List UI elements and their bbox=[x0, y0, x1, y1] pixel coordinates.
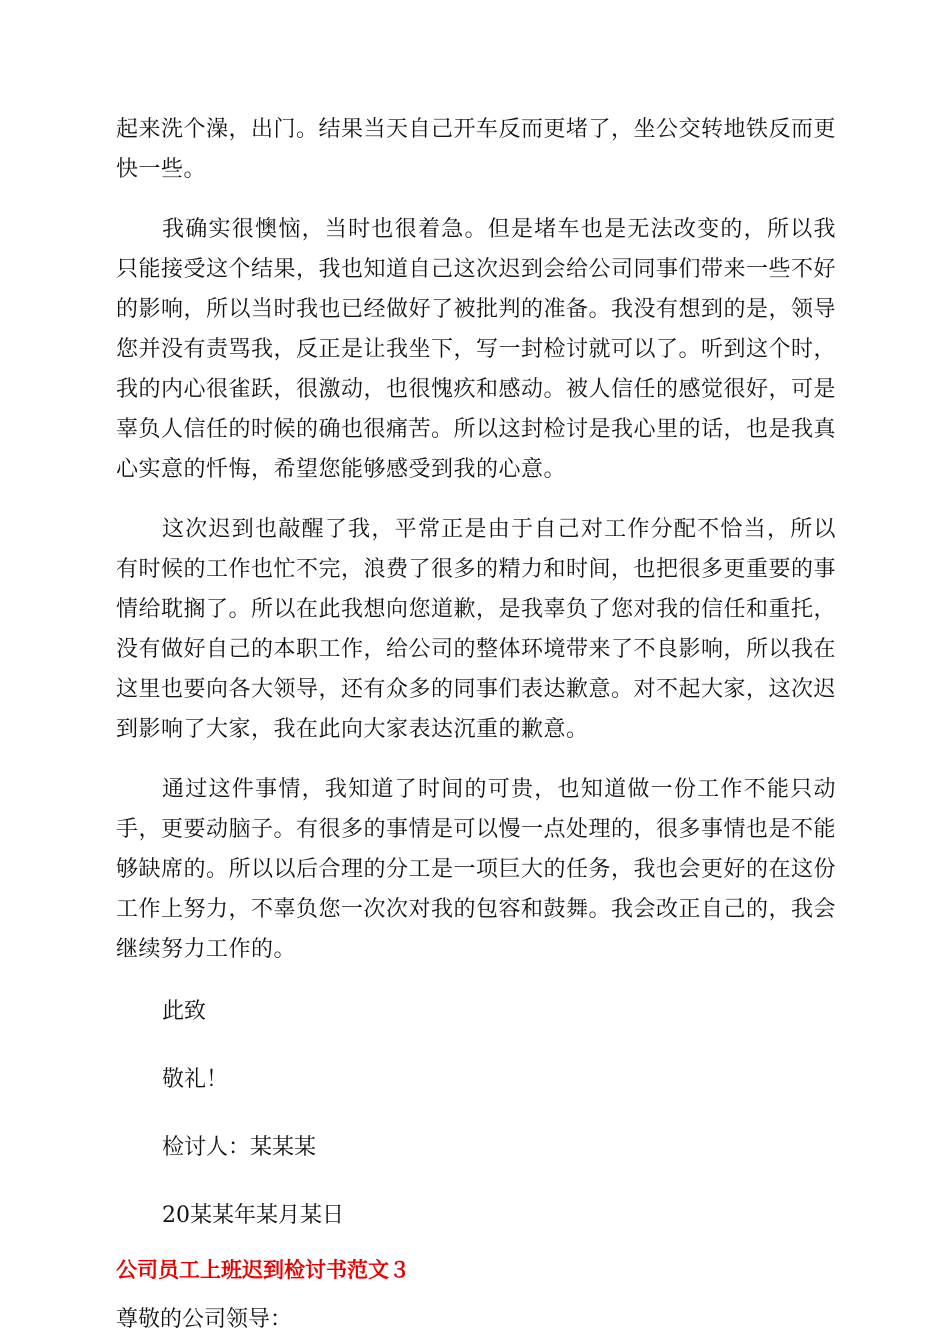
paragraph-apology: 这次迟到也敲醒了我，平常正是由于自己对工作分配不恰当，所以有时候的工作也忙不完，浪费了很多的精力和时间，也把很多更重要的事情给耽搁了。所以在此我想向您道歉，是我辜负了您对我的信任和重托，没有做好自己的本职工作，给公司的整体环境带来了不良影响，所以我在这里也要向各大领导，还有众多的同事们表达歉意。对不起大家，这次迟到影响了大家，我在此向大家表达沉重的歉意。 bbox=[116, 517, 837, 742]
salutation: 尊敬的公司领导： bbox=[116, 1307, 293, 1332]
paragraph-continuation: 起来洗个澡，出门。结果当天自己开车反而更堵了，坐公交转地铁反而更快一些。 bbox=[116, 117, 837, 182]
closing-regards: 敬礼！ bbox=[162, 1067, 229, 1092]
closing-salute: 此致 bbox=[162, 999, 207, 1024]
paragraph-resolution: 通过这件事情，我知道了时间的可贵，也知道做一份工作不能只动手，更要动脑子。有很多的事情是可以慢一点处理的，很多事情也是不能够缺席的。所以以后合理的分工是一项巨大的任务，我也会更好的在这份工作上努力，不辜负您一次次对我的包容和鼓舞。我会改正自己的，我会继续努力工作的。 bbox=[116, 777, 837, 962]
document-page bbox=[116, 110, 836, 1340]
section-heading: 公司员工上班迟到检讨书范文３ bbox=[116, 1258, 410, 1282]
paragraph-regret: 我确实很懊恼，当时也很着急。但是堵车也是无法改变的，所以我只能接受这个结果，我也知道自己这次迟到会给公司同事们带来一些不好的影响，所以当时我也已经做好了被批判的准备。我没有想到的是，领导您并没有责骂我，反正是让我坐下，写一封检讨就可以了。听到这个时，我的内心很雀跃，很激动，也很愧疚和感动。被人信任的感觉很好，可是辜负人信任的时候的确也很痛苦。所以这封检讨是我心里的话，也是我真心实意的忏悔，希望您能够感受到我的心意。 bbox=[116, 217, 837, 482]
signer-line: 检讨人：某某某 bbox=[162, 1135, 317, 1160]
date-line: 20某某年某月某日 bbox=[162, 1203, 344, 1228]
